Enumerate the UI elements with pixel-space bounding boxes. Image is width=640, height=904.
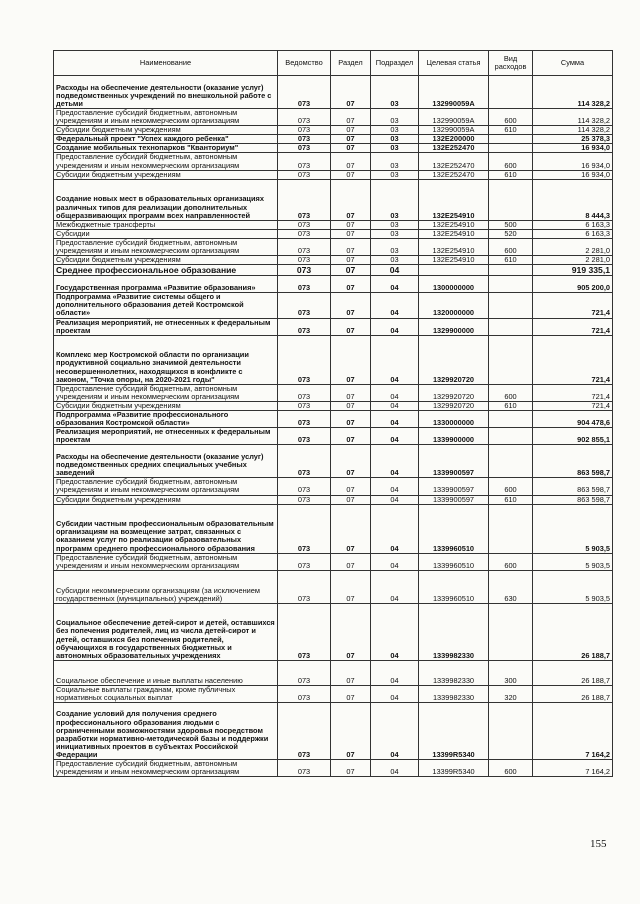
row-expense-type: 610 [489,401,533,410]
row-expense-type: 610 [489,256,533,265]
row-section: 07 [331,229,371,238]
table-row [54,410,613,427]
row-amount: 6 163,3 [533,220,613,229]
row-subsection: 04 [371,685,419,702]
row-name: Социальные выплаты гражданам, кроме публичных нормативных социальных выплат [54,685,278,702]
row-department: 073 [278,256,331,265]
row-department: 073 [278,495,331,504]
table-row [54,660,613,685]
row-section: 07 [331,428,371,445]
row-section: 07 [331,760,371,777]
row-expense-type [489,318,533,335]
row-target-item: 132990059А [419,126,489,135]
row-amount: 16 934,0 [533,170,613,179]
row-section: 07 [331,276,371,293]
row-amount: 26 188,7 [533,660,613,685]
table-row [54,335,613,384]
row-section: 07 [331,495,371,504]
row-amount: 26 188,7 [533,603,613,660]
row-department: 073 [278,109,331,126]
table-row [54,276,613,293]
col-header-section: Раздел [331,51,371,76]
row-subsection: 04 [371,603,419,660]
row-name: Федеральный проект "Успех каждого ребенка" [54,135,278,144]
row-name: Субсидии бюджетным учреждениям [54,401,278,410]
row-section: 07 [331,318,371,335]
row-expense-type [489,293,533,318]
table-row [54,153,613,170]
row-target-item: 1339900000 [419,428,489,445]
row-target-item: 1329920720 [419,384,489,401]
row-expense-type [489,603,533,660]
row-section: 07 [331,170,371,179]
row-subsection: 04 [371,318,419,335]
table-row [54,238,613,255]
row-target-item: 132Е254910 [419,179,489,220]
row-subsection: 03 [371,135,419,144]
row-subsection: 04 [371,428,419,445]
row-name: Субсидии [54,229,278,238]
row-name: Расходы на обеспечение деятельности (оказание услуг) подведомственных учреждений по внешкольной работе с детьми [54,76,278,109]
table-row [54,478,613,495]
row-target-item: 1320000000 [419,293,489,318]
row-expense-type: 600 [489,553,533,570]
row-section: 07 [331,238,371,255]
row-amount: 919 335,1 [533,265,613,276]
table-row [54,265,613,276]
table-row [54,428,613,445]
row-name: Социальное обеспечение детей-сирот и детей, оставшихся без попечения родителей, лиц из числа детей-сирот и детей, оставшихся без попечения родителей, обучающихся в государственных бюджетных и автономных образовательных учреждениях [54,603,278,660]
row-name: Субсидии бюджетным учреждениям [54,495,278,504]
table-row [54,135,613,144]
row-department: 073 [278,428,331,445]
row-department: 073 [278,238,331,255]
row-section: 07 [331,603,371,660]
row-section: 07 [331,144,371,153]
row-subsection: 04 [371,410,419,427]
row-name: Социальное обеспечение и иные выплаты населению [54,660,278,685]
row-department: 073 [278,504,331,553]
col-header-name: Наименование [54,51,278,76]
row-section: 07 [331,220,371,229]
table-row [54,229,613,238]
row-expense-type [489,410,533,427]
row-name: Создание условий для получения среднего профессионального образования людьми с ограниченными возможностями здоровья посредством разработки нормативно-методической базы и поддержки инициативных проектов в субъектах Российской Федерации [54,703,278,760]
table-row [54,401,613,410]
row-amount: 114 328,2 [533,126,613,135]
col-header-amount: Сумма [533,51,613,76]
row-target-item: 1339900597 [419,495,489,504]
row-expense-type: 600 [489,478,533,495]
row-section: 07 [331,256,371,265]
row-subsection: 04 [371,703,419,760]
row-target-item: 1300000000 [419,276,489,293]
row-name: Субсидии бюджетным учреждениям [54,170,278,179]
row-department: 073 [278,293,331,318]
row-target-item: 13399R5340 [419,760,489,777]
row-name: Межбюджетные трансферты [54,220,278,229]
row-target-item: 132Е200000 [419,135,489,144]
row-department: 073 [278,318,331,335]
row-expense-type [489,76,533,109]
row-amount: 5 903,5 [533,553,613,570]
row-amount: 863 598,7 [533,478,613,495]
row-amount: 721,4 [533,293,613,318]
row-target-item: 1339960510 [419,570,489,603]
row-expense-type: 500 [489,220,533,229]
row-amount: 905 200,0 [533,276,613,293]
row-department: 073 [278,401,331,410]
row-target-item: 132Е254910 [419,256,489,265]
col-header-department: Ведомство [278,51,331,76]
row-name: Реализация мероприятий, не отнесенных к федеральным проектам [54,428,278,445]
row-target-item: 1339982330 [419,660,489,685]
row-department: 073 [278,570,331,603]
row-amount: 114 328,2 [533,76,613,109]
row-expense-type: 610 [489,495,533,504]
row-section: 07 [331,384,371,401]
row-target-item: 1329920720 [419,335,489,384]
col-header-expense-type: Вид расходов [489,51,533,76]
row-target-item: 1329900000 [419,318,489,335]
table-row [54,495,613,504]
col-header-subsection: Подраздел [371,51,419,76]
row-name: Субсидии бюджетным учреждениям [54,126,278,135]
row-subsection: 04 [371,293,419,318]
col-header-target-item: Целевая статья [419,51,489,76]
row-target-item: 1339900597 [419,478,489,495]
row-target-item: 1339960510 [419,504,489,553]
row-amount: 863 598,7 [533,445,613,478]
row-amount: 863 598,7 [533,495,613,504]
row-department: 073 [278,126,331,135]
row-name: Создание мобильных технопарков "Кванториум" [54,144,278,153]
row-subsection: 04 [371,504,419,553]
row-subsection: 03 [371,179,419,220]
row-amount: 7 164,2 [533,760,613,777]
row-amount: 721,4 [533,318,613,335]
row-amount: 5 903,5 [533,504,613,553]
row-department: 073 [278,685,331,702]
row-expense-type [489,703,533,760]
row-name: Предоставление субсидий бюджетным, автономным учреждениям и иным некоммерческим организациям [54,760,278,777]
row-target-item [419,265,489,276]
row-subsection: 04 [371,401,419,410]
row-name: Предоставление субсидий бюджетным, автономным учреждениям и иным некоммерческим организациям [54,553,278,570]
row-subsection: 04 [371,335,419,384]
row-expense-type: 600 [489,109,533,126]
row-target-item: 132990059А [419,76,489,109]
row-target-item: 13399R5340 [419,703,489,760]
row-section: 07 [331,109,371,126]
row-name: Расходы на обеспечение деятельности (оказание услуг) подведомственных средних специальных учебных заведений [54,445,278,478]
row-subsection: 04 [371,265,419,276]
row-subsection: 04 [371,445,419,478]
row-department: 073 [278,179,331,220]
row-amount: 6 163,3 [533,229,613,238]
row-name: Создание новых мест в образовательных организациях различных типов для реализации дополнительных общеразвивающих программ всех направленностей [54,179,278,220]
row-expense-type [489,445,533,478]
row-target-item: 1329920720 [419,401,489,410]
row-subsection: 03 [371,144,419,153]
row-section: 07 [331,553,371,570]
row-section: 07 [331,445,371,478]
row-subsection: 04 [371,495,419,504]
table-row [54,570,613,603]
row-expense-type: 600 [489,238,533,255]
row-amount: 904 478,6 [533,410,613,427]
table-row [54,445,613,478]
row-expense-type [489,265,533,276]
row-amount: 5 903,5 [533,570,613,603]
row-subsection: 04 [371,478,419,495]
row-section: 07 [331,685,371,702]
row-name: Субсидии бюджетным учреждениям [54,256,278,265]
row-amount: 26 188,7 [533,685,613,702]
table-row [54,144,613,153]
row-target-item: 132Е252470 [419,170,489,179]
table-row [54,220,613,229]
row-expense-type [489,428,533,445]
row-target-item: 1330000000 [419,410,489,427]
row-department: 073 [278,229,331,238]
row-name: Подпрограмма «Развитие системы общего и дополнительного образования детей Костромской области» [54,293,278,318]
row-name: Среднее профессиональное образование [54,265,278,276]
row-department: 073 [278,220,331,229]
row-expense-type: 630 [489,570,533,603]
row-amount: 2 281,0 [533,238,613,255]
row-expense-type: 610 [489,126,533,135]
row-target-item: 1339982330 [419,685,489,702]
row-amount: 114 328,2 [533,109,613,126]
row-amount: 721,4 [533,335,613,384]
row-subsection: 03 [371,109,419,126]
row-department: 073 [278,153,331,170]
row-expense-type: 610 [489,170,533,179]
row-subsection: 03 [371,153,419,170]
row-expense-type: 600 [489,384,533,401]
page-number: 155 [590,838,607,850]
row-section: 07 [331,410,371,427]
row-subsection: 03 [371,229,419,238]
table-row [54,553,613,570]
row-target-item: 1339982330 [419,603,489,660]
row-department: 073 [278,135,331,144]
row-name: Реализация мероприятий, не отнесенных к федеральным проектам [54,318,278,335]
row-subsection: 04 [371,570,419,603]
row-name: Предоставление субсидий бюджетным, автономным учреждениям и иным некоммерческим организациям [54,384,278,401]
row-subsection: 04 [371,660,419,685]
row-expense-type: 300 [489,660,533,685]
row-amount: 721,4 [533,384,613,401]
table-row [54,703,613,760]
row-target-item: 132990059А [419,109,489,126]
row-amount: 25 378,3 [533,135,613,144]
row-name: Предоставление субсидий бюджетным, автономным учреждениям и иным некоммерческим организациям [54,238,278,255]
row-name: Предоставление субсидий бюджетным, автономным учреждениям и иным некоммерческим организациям [54,478,278,495]
row-expense-type [489,144,533,153]
row-department: 073 [278,144,331,153]
row-amount: 7 164,2 [533,703,613,760]
row-expense-type [489,504,533,553]
table-row [54,685,613,702]
row-name: Предоставление субсидий бюджетным, автономным учреждениям и иным некоммерческим организациям [54,153,278,170]
row-subsection: 03 [371,256,419,265]
row-department: 073 [278,703,331,760]
row-section: 07 [331,570,371,603]
row-expense-type: 320 [489,685,533,702]
row-section: 07 [331,478,371,495]
table-row [54,256,613,265]
row-name: Субсидии частным профессиональным образовательным организациям на возмещение затрат, связанных с оказанием услуг по реализации образовательных программ среднего профессионального образования [54,504,278,553]
table-row [54,504,613,553]
row-section: 07 [331,126,371,135]
row-expense-type: 520 [489,229,533,238]
row-section: 07 [331,153,371,170]
row-target-item: 132Е254910 [419,229,489,238]
row-section: 07 [331,660,371,685]
row-department: 073 [278,276,331,293]
row-amount: 8 444,3 [533,179,613,220]
row-section: 07 [331,703,371,760]
row-name: Государственная программа «Развитие образования» [54,276,278,293]
table-row [54,760,613,777]
row-department: 073 [278,170,331,179]
table-row [54,126,613,135]
row-department: 073 [278,603,331,660]
row-subsection: 03 [371,238,419,255]
row-expense-type [489,335,533,384]
row-name: Комплекс мер Костромской области по организации продуктивной социально значимой деятельности несовершеннолетних, находящихся в конфликте с законом, "Точка опоры, на 2020-2021 годы" [54,335,278,384]
row-amount: 902 855,1 [533,428,613,445]
table-row [54,384,613,401]
row-section: 07 [331,504,371,553]
row-subsection: 03 [371,126,419,135]
row-subsection: 03 [371,170,419,179]
table-row [54,318,613,335]
row-department: 073 [278,265,331,276]
row-subsection: 03 [371,76,419,109]
row-subsection: 04 [371,553,419,570]
row-subsection: 04 [371,384,419,401]
row-amount: 16 934,0 [533,144,613,153]
row-target-item: 132Е252470 [419,144,489,153]
row-expense-type [489,135,533,144]
row-target-item: 132Е254910 [419,220,489,229]
table-row [54,76,613,109]
row-subsection: 04 [371,276,419,293]
row-section: 07 [331,265,371,276]
row-expense-type: 600 [489,153,533,170]
row-section: 07 [331,135,371,144]
row-expense-type: 600 [489,760,533,777]
row-name: Подпрограмма «Развитие профессионального образования Костромской области» [54,410,278,427]
row-section: 07 [331,335,371,384]
row-name: Субсидии некоммерческим организациям (за исключением государственных (муниципальных) учреждений) [54,570,278,603]
row-department: 073 [278,760,331,777]
table-row [54,293,613,318]
row-subsection: 03 [371,220,419,229]
row-department: 073 [278,553,331,570]
row-section: 07 [331,401,371,410]
table-header-row [54,51,613,76]
row-department: 073 [278,384,331,401]
row-department: 073 [278,445,331,478]
row-amount: 721,4 [533,401,613,410]
table-row [54,603,613,660]
row-section: 07 [331,293,371,318]
row-department: 073 [278,660,331,685]
row-name: Предоставление субсидий бюджетным, автономным учреждениям и иным некоммерческим организациям [54,109,278,126]
row-department: 073 [278,76,331,109]
table-row [54,109,613,126]
row-department: 073 [278,335,331,384]
row-target-item: 132Е254910 [419,238,489,255]
table-row [54,179,613,220]
row-section: 07 [331,76,371,109]
row-expense-type [489,179,533,220]
row-amount: 2 281,0 [533,256,613,265]
row-department: 073 [278,410,331,427]
row-department: 073 [278,478,331,495]
row-section: 07 [331,179,371,220]
row-subsection: 04 [371,760,419,777]
row-target-item: 1339960510 [419,553,489,570]
row-amount: 16 934,0 [533,153,613,170]
row-target-item: 1339900597 [419,445,489,478]
row-target-item: 132Е252470 [419,153,489,170]
table-row [54,170,613,179]
budget-table [53,50,613,777]
row-expense-type [489,276,533,293]
